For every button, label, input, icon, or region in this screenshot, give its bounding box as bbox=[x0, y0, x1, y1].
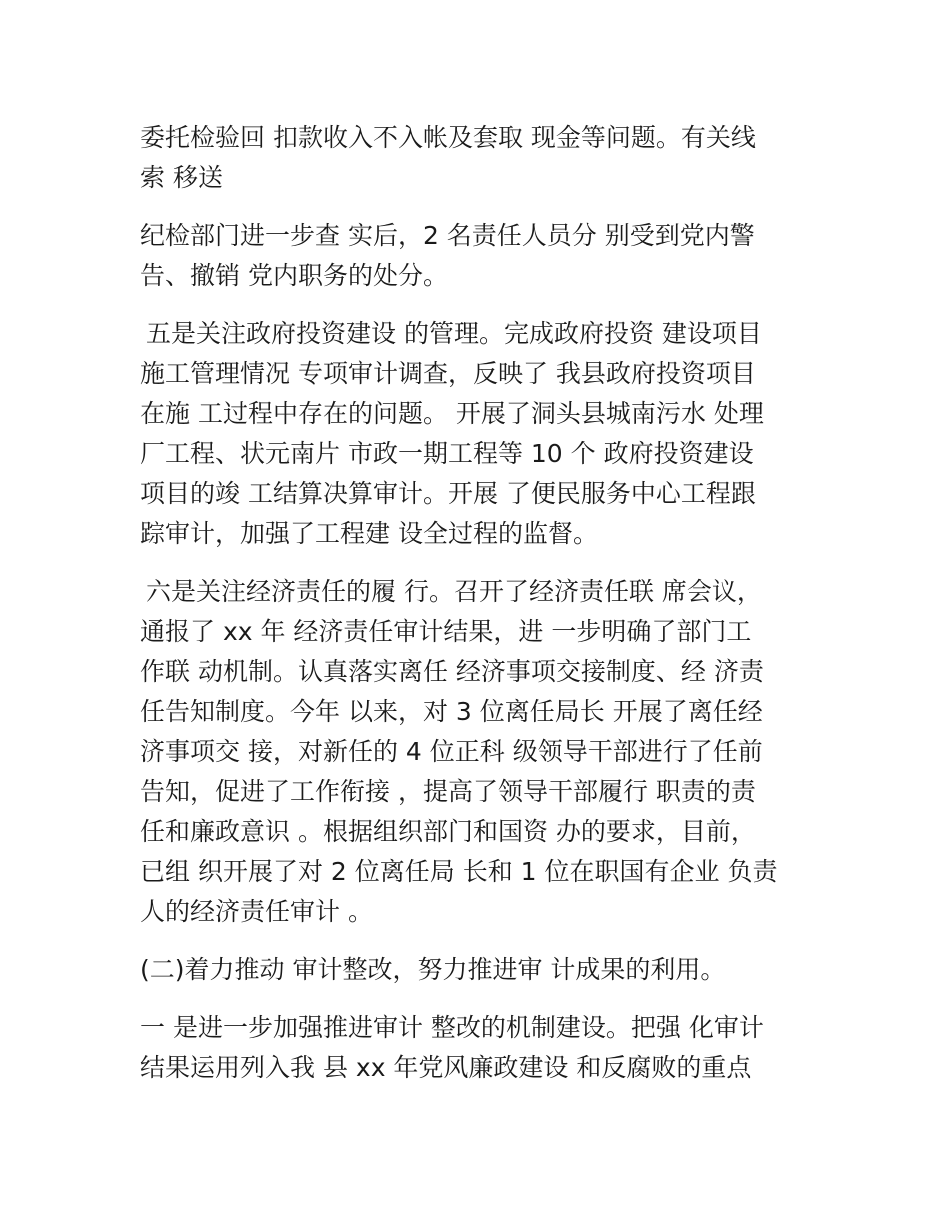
paragraph-line: 在施 工过程中存在的问题。 开展了洞头县城南污水 处理 bbox=[140, 399, 764, 428]
paragraph-line: 告知，促进了工作衔接 ，提高了领导干部履行 职责的责 bbox=[140, 777, 756, 806]
paragraph-line: 任告知制度。今年 以来，对 3 位离任局长 开展了离任经 bbox=[140, 697, 763, 726]
paragraph-line: 已组 织开展了对 2 位离任局 长和 1 位在职国有企业 负责 bbox=[140, 857, 778, 886]
paragraph-line: 济事项交 接，对新任的 4 位正科 级领导干部进行了任前 bbox=[140, 737, 763, 766]
paragraph-line: 施工管理情况 专项审计调查，反映了 我县政府投资项目 bbox=[140, 359, 756, 388]
paragraph bbox=[140, 216, 820, 296]
paragraph-line: 踪审计，加强了工程建 设全过程的监督。 bbox=[140, 519, 598, 548]
paragraph bbox=[140, 314, 820, 554]
document-body bbox=[140, 118, 820, 1106]
paragraph bbox=[140, 1008, 820, 1088]
paragraph-line: 作联 动机制。认真落实离任 经济事项交接制度、经 济责 bbox=[140, 657, 764, 686]
paragraph-line: 索 移送 bbox=[140, 163, 223, 192]
paragraph-line: 结果运用列入我 县 xx 年党风廉政建设 和反腐败的重点 bbox=[140, 1053, 752, 1082]
paragraph-line: 六是关注经济责任的履 行。召开了经济责任联 席会议， bbox=[146, 577, 762, 606]
paragraph-line: 厂工程、状元南片 市政一期工程等 10 个 政府投资建设 bbox=[140, 439, 754, 468]
paragraph-line: 任和廉政意识 。根据组织部门和国资 办的要求，目前， bbox=[140, 817, 756, 846]
paragraph-line: 告、撤销 党内职务的处分。 bbox=[140, 261, 448, 290]
paragraph-line: 纪检部门进一步查 实后，2 名责任人员分 别受到党内警 bbox=[140, 221, 755, 250]
paragraph bbox=[140, 950, 820, 990]
paragraph-line: (二)着力推动 审计整改，努力推进审 计成果的利用。 bbox=[140, 955, 726, 984]
paragraph bbox=[140, 572, 820, 932]
paragraph-line: 五是关注政府投资建设 的管理。完成政府投资 建设项目 bbox=[146, 319, 762, 348]
paragraph-line: 通报了 xx 年 经济责任审计结果，进 一步明确了部门工 bbox=[140, 617, 752, 646]
paragraph bbox=[140, 118, 820, 198]
paragraph-line: 一 是进一步加强推进审计 整改的机制建设。把强 化审计 bbox=[140, 1013, 764, 1042]
paragraph-line: 项目的竣 工结算决算审计。开展 了便民服务中心工程跟 bbox=[140, 479, 756, 508]
paragraph-line: 委托检验回 扣款收入不入帐及套取 现金等问题。有关线 bbox=[140, 123, 756, 152]
paragraph-line: 人的经济责任审计 。 bbox=[140, 897, 373, 926]
